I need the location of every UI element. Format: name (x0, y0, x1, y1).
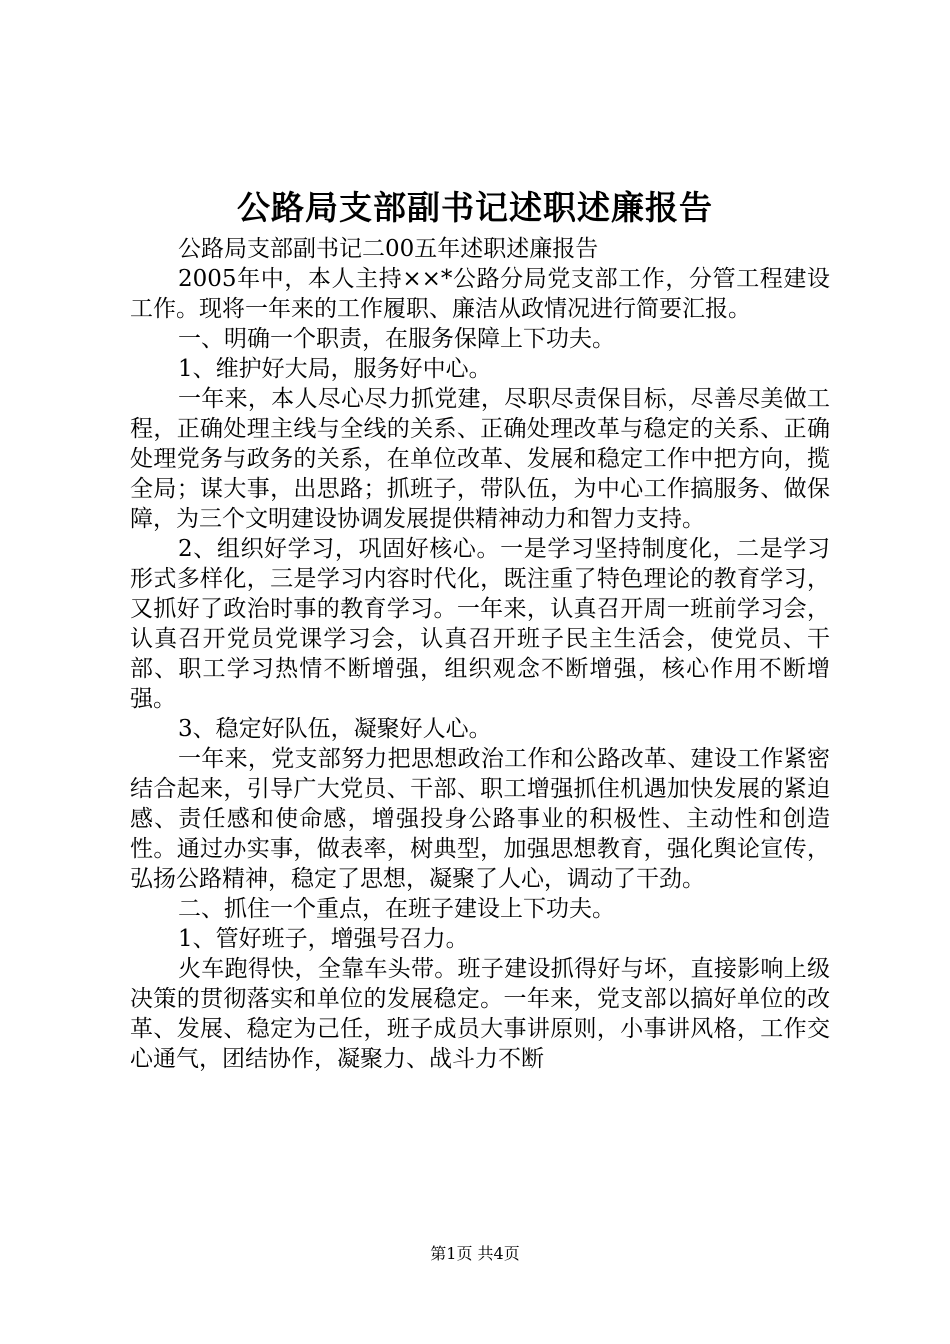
paragraph-body: 一年来，本人尽心尽力抓党建，尽职尽责保目标，尽善尽美做工程，正确处理主线与全线的关系、正确处理改革与稳定的关系、正确处理党务与政务的关系，在单位改革、发展和稳定工作中把方向，揽全局；谋大事，出思路；抓班子，带队伍，为中心工作搞服务、做保障，为三个文明建设协调发展提供精神动力和智力支持。 (130, 386, 830, 532)
paragraph-body: 一年来，党支部努力把思想政治工作和公路改革、建设工作紧密结合起来，引导广大党员、干部、职工增强抓住机遇加快发展的紧迫感、责任感和使命感，增强投身公路事业的积极性、主动性和创造性。通过办实事，做表率，树典型，加强思想教育，强化舆论宣传，弘扬公路精神，稳定了思想，凝聚了人心，调动了干劲。 (130, 746, 830, 892)
subsection-heading-1-1: 1、维护好大局，服务好中心。 (178, 356, 492, 382)
paragraph-body: 2、组织好学习，巩固好核心。一是学习坚持制度化，二是学习形式多样化，三是学习内容时代化，既注重了特色理论的教育学习，又抓好了政治时事的教育学习。一年来，认真召开周一班前学习会，认真召开党员党课学习会，认真召开班子民主生活会，使党员、干部、职工学习热情不断增强，组织观念不断增强，核心作用不断增强。 (130, 536, 830, 712)
paragraph-subtitle: 公路局支部副书记二00五年述职述廉报告 (178, 236, 599, 262)
subsection-heading-1-3: 3、稳定好队伍，凝聚好人心。 (178, 716, 492, 742)
section-heading-1: 一、明确一个职责，在服务保障上下功夫。 (178, 326, 615, 352)
subsection-heading-2-1: 1、管好班子，增强号召力。 (178, 926, 469, 952)
page-number-footer: 第1页 共4页 (430, 1244, 520, 1263)
paragraph-body: 火车跑得快，全靠车头带。班子建设抓得好与坏，直接影响上级决策的贯彻落实和单位的发展稳定。一年来，党支部以搞好单位的改革、发展、稳定为己任，班子成员大事讲原则，小事讲风格，工作交心通气，团结协作，凝聚力、战斗力不断 (130, 956, 830, 1072)
document-title: 公路局支部副书记述职述廉报告 (237, 188, 713, 227)
section-heading-2: 二、抓住一个重点，在班子建设上下功夫。 (178, 896, 615, 922)
document-body (130, 234, 830, 1074)
paragraph-intro: 2005年中，本人主持××*公路分局党支部工作，分管工程建设工作。现将一年来的工作履职、廉洁从政情况进行简要汇报。 (130, 266, 830, 322)
